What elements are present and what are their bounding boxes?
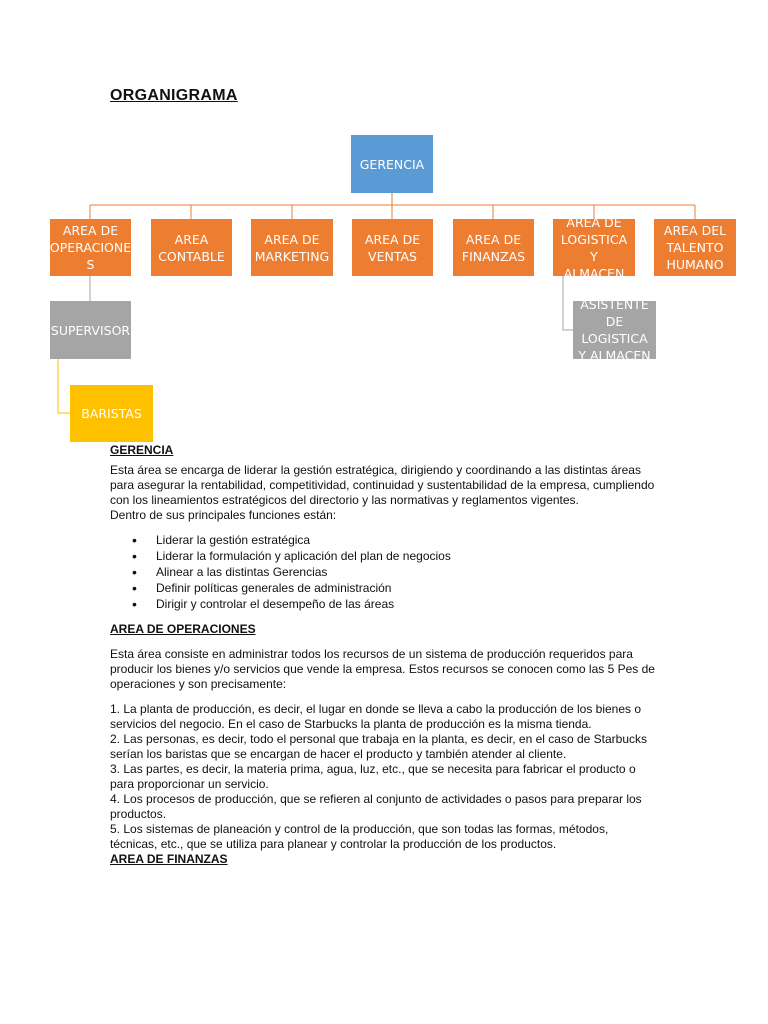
- operaciones-item: 5. Los sistemas de planeación y control de la producción, que son todas las formas, métodos, técnicas, etc., que se utiliza para planear y controlar la producción de los productos.: [110, 822, 609, 851]
- org-box-supervisor: SUPERVISOR: [50, 301, 131, 359]
- list-item: • Definir políticas generales de administración: [156, 580, 655, 596]
- org-box-area-ventas: AREA DE VENTAS: [352, 219, 433, 276]
- org-chart: [0, 0, 768, 450]
- org-box-area-marketing: AREA DE MARKETING: [251, 219, 333, 276]
- org-box-area-talento-humano: AREA DEL TALENTO HUMANO: [654, 219, 736, 276]
- list-item: • Liderar la formulación y aplicación del plan de negocios: [156, 548, 655, 564]
- org-box-area-finanzas: AREA DE FINANZAS: [453, 219, 534, 276]
- section-heading-gerencia: GERENCIA: [110, 443, 174, 457]
- org-box-baristas: BARISTAS: [70, 385, 153, 442]
- gerencia-functions-list: [110, 532, 655, 612]
- operaciones-item: 3. Las partes, es decir, la materia prima, agua, luz, etc., que se necesita para fabricar el producto o para proporcionar un servicio.: [110, 762, 636, 791]
- section-heading-finanzas: AREA DE FINANZAS: [110, 852, 228, 866]
- gerencia-paragraph: Esta área se encarga de liderar la gestión estratégica, dirigiendo y coordinando a las distintas áreas para asegurar la rentabilidad, competitividad, continuidad y sustentabilidad de la empresa, cumpliendo con los lineamientos estratégicos del directorio y las normativas y reglamentos vigentes.: [110, 463, 655, 507]
- operaciones-item: 4. Los procesos de producción, que se refieren al conjunto de actividades o pasos para preparar los productos.: [110, 792, 642, 821]
- list-item: • Dirigir y controlar el desempeño de las áreas: [156, 596, 655, 612]
- gerencia-intro: Dentro de sus principales funciones están:: [110, 508, 337, 522]
- org-box-gerencia: GERENCIA: [351, 135, 433, 193]
- org-box-area-logistica: AREA DE LOGISTICA Y ALMACEN: [553, 219, 635, 276]
- org-box-asistente-logistica: ASISTENTE DE LOGISTICA Y ALMACEN: [573, 301, 656, 359]
- list-item: • Liderar la gestión estratégica: [156, 532, 655, 548]
- list-item: • Alinear a las distintas Gerencias: [156, 564, 655, 580]
- operaciones-item: 1. La planta de producción, es decir, el lugar en donde se lleva a cabo la producción de los bienes o servicios del negocio. En el caso de Starbucks la planta de producción es la misma tienda.: [110, 702, 642, 731]
- section-heading-operaciones: AREA DE OPERACIONES: [110, 622, 256, 636]
- org-box-area-operaciones: AREA DE OPERACIONE S: [50, 219, 131, 276]
- document-body: [110, 443, 655, 872]
- operaciones-paragraph: Esta área consiste en administrar todos los recursos de un sistema de producción requeridos para producir los bienes y/o servicios que vende la empresa. Estos recursos se conocen como las 5 Pes de operaciones y son precisamente:: [110, 647, 655, 691]
- org-box-area-contable: AREA CONTABLE: [151, 219, 232, 276]
- operaciones-item: 2. Las personas, es decir, todo el personal que trabaja en la planta, es decir, en el caso de Starbucks serían los baristas que se encargan de hacer el producto y también atender al cliente.: [110, 732, 648, 761]
- page-title: ORGANIGRAMA: [110, 87, 238, 104]
